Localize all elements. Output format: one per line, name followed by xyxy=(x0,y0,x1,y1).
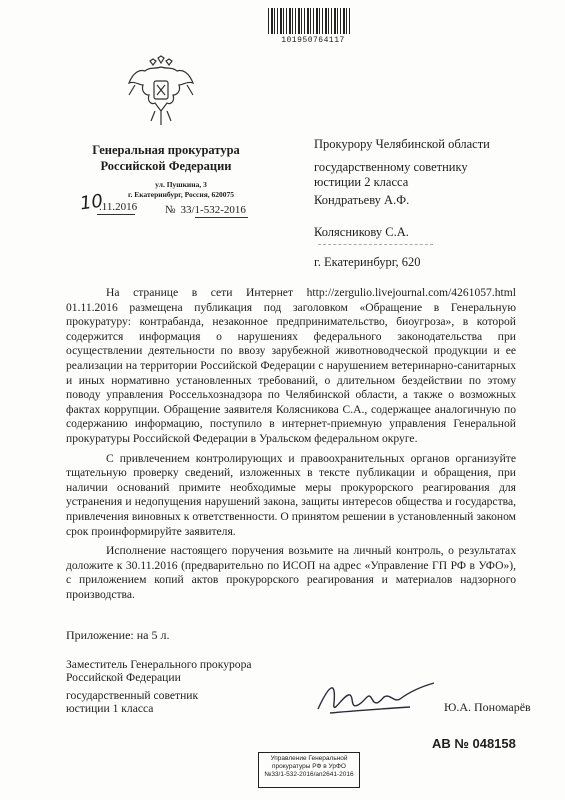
barcode xyxy=(268,8,352,34)
stamp-line-3: №33/1-532-2016/ап2641-2016 xyxy=(264,771,354,778)
org-line-2: Российской Федерации xyxy=(100,159,232,173)
document-number xyxy=(165,204,246,216)
body-paragraph-1: На странице в сети Интернет http://zergulio.livejournal.com/4261057.html 01.11.2016 размещена публикация под заголовком «Обращение в Генеральную прокуратуру: контрабанда, незаконное предпринимательство, биоугроза», в которой содержится информация о нарушениях федерального законодательства при осуществлении деятельности по ввозу зарубежной животноводческой продукции и ее реализации на территории Российской Федерации с нарушением ветеринарно-санитарных и иных нормативно установленных требований, о длительном бездействии по этому поводу управления Россельхознадзора по Челябинской области, а также о возможных фактах коррупции. Обращение заявителя Колясникова С.А., содержащее аналогичную по содержанию информацию, поступило в интернет-приемную управления Генеральной прокуратуры Российской Федерации в Уральском федеральном округе. xyxy=(66,286,516,445)
signatory-rank-line-1: государственный советник xyxy=(66,689,199,702)
double-headed-eagle-emblem-icon xyxy=(125,55,197,129)
registration-stamp xyxy=(258,752,360,788)
date-underline xyxy=(97,214,135,215)
recipient-line-1: Прокурору Челябинской области xyxy=(314,137,490,151)
recipient-line-2: государственному советнику юстиции 2 класса xyxy=(314,160,468,189)
number-underline xyxy=(195,217,248,218)
org-line-1: Генеральная прокуратура xyxy=(92,143,240,157)
recipient-line-3: Кондратьеву А.Ф. xyxy=(314,193,410,207)
body-paragraph-2: С привлечением контролирующих и правоохранительных органов организуйте тщательную проверку сведений, изложенных в тексте публикации и обращения, при наличии оснований примите необходимые меры прокурорского реагирования для устранения и недопущения нарушений закона, защиты интересов общества и государства, привлечения виновных к ответственности. О принятом решении в установленный законом срок проинформируйте заявителя. xyxy=(66,451,516,538)
number-sign: № xyxy=(165,204,176,216)
address-line-2: г. Екатеринбург, Россия, 620075 xyxy=(127,190,235,199)
letter-body xyxy=(66,286,516,607)
signatory-title-line-1: Заместитель Генерального прокурора xyxy=(66,658,252,671)
stamp-line-1: Управление Генеральной xyxy=(270,755,348,762)
signatory-name: Ю.А. Пономарёв xyxy=(444,700,531,714)
body-paragraph-3: Исполнение настоящего поручения возьмите на личный контроль, о результатах доложите к 30.11.2016 (предварительно по ИСОП на адрес «Управление ГП РФ в УФО»), с приложением копий актов прокурорского реагирования и материалов надзорного производства. xyxy=(66,544,516,601)
number-value: 33/1-532-2016 xyxy=(180,204,246,216)
sender-organization xyxy=(66,142,266,174)
recipient-line-4: Колясникову С.А. xyxy=(314,225,409,239)
signatory-title-line-2: Российской Федерации xyxy=(66,671,181,684)
address-line-1: ул. Пушкина, 3 xyxy=(155,180,207,189)
sender-address xyxy=(106,180,256,200)
barcode-number: 101950764117 xyxy=(281,36,345,45)
signatory-rank-line-2: юстиции 1 класса xyxy=(66,702,154,715)
signatory-rank xyxy=(66,689,198,715)
attachment-note: Приложение: на 5 л. xyxy=(66,628,170,642)
stamp-line-2: прокуратуры РФ в УрФО xyxy=(272,763,346,770)
recipient-line-5: г. Екатеринбург, 620 xyxy=(314,255,421,269)
signatory-title xyxy=(66,658,252,684)
redacted-address xyxy=(318,244,433,248)
handwritten-day: 10 xyxy=(78,190,105,215)
handwritten-signature xyxy=(310,673,440,723)
document-date: .11.2016 xyxy=(99,201,138,213)
form-serial-number: АВ № 048158 xyxy=(432,736,516,751)
